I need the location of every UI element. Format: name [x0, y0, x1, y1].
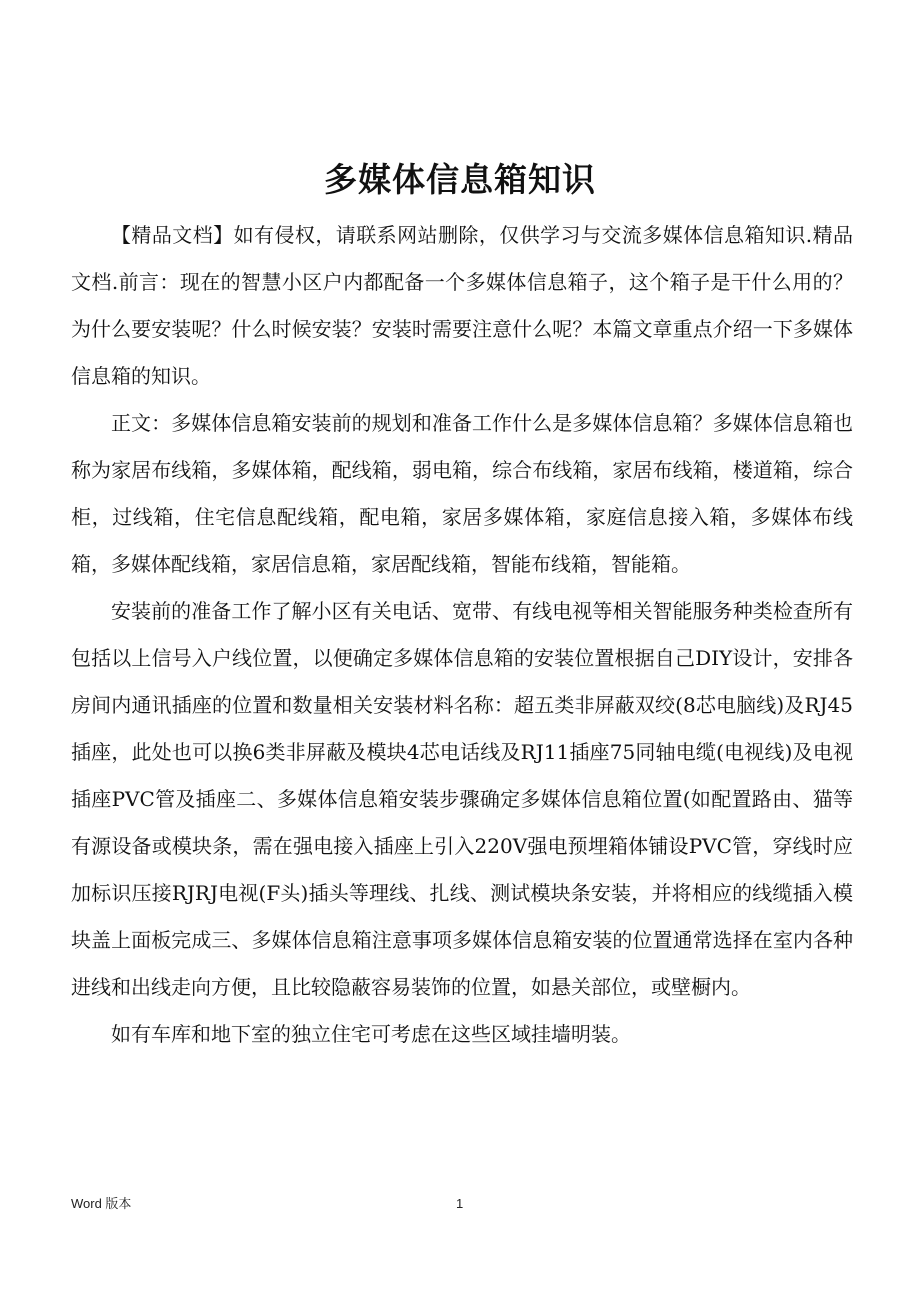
document-title: 多媒体信息箱知识 — [324, 160, 596, 200]
footer-page-number: 1 — [456, 1196, 464, 1211]
paragraph-installation: 安装前的准备工作了解小区有关电话、宽带、有线电视等相关智能服务种类检查所有包括以上信号入户线位置，以便确定多媒体信息箱的安装位置根据自己DIY设计，安排各房间内通讯插座的位置和数量相关安装材料名称：超五类非屏蔽双绞(8芯电脑线)及RJ45插座，此处也可以换6类非屏蔽及模块4芯电话线及RJ11插座75同轴电缆(电视线)及电视插座PVC管及插座二、多媒体信息箱安装步骤确定多媒体信息箱位置(如配置路由、猫等有源设备或模块条，需在强电接入插座上引入220V强电预埋箱体铺设PVC管，穿线时应加标识压接RJRJ电视(F头)插头等理线、扎线、测试模块条安装，并将相应的线缆插入模块盖上面板完成三、多媒体信息箱注意事项多媒体信息箱安装的位置通常选择在室内各种进线和出线走向方便，且比较隐蔽容易装饰的位置，如悬关部位，或壁橱内。 — [71, 599, 853, 999]
document-body — [71, 212, 853, 1058]
paragraph-garage-note: 如有车库和地下室的独立住宅可考虑在这些区域挂墙明装。 — [111, 1022, 631, 1046]
page-footer — [71, 1192, 851, 1216]
paragraph-main-text: 正文：多媒体信息箱安装前的规划和准备工作什么是多媒体信息箱？多媒体信息箱也称为家居布线箱，多媒体箱，配线箱，弱电箱，综合布线箱，家居布线箱，楼道箱，综合柜，过线箱，住宅信息配线箱，配电箱，家居多媒体箱，家庭信息接入箱，多媒体布线箱，多媒体配线箱，家居信息箱，家居配线箱，智能布线箱，智能箱。 — [71, 411, 853, 576]
footer-version-label: Word 版本 — [71, 1196, 132, 1211]
paragraph-preface: 【精品文档】如有侵权，请联系网站删除，仅供学习与交流多媒体信息箱知识.精品文档.前言：现在的智慧小区户内都配备一个多媒体信息箱子，这个箱子是干什么用的？为什么要安装呢？什么时候安装？安装时需要注意什么呢？本篇文章重点介绍一下多媒体信息箱的知识。 — [71, 223, 853, 388]
